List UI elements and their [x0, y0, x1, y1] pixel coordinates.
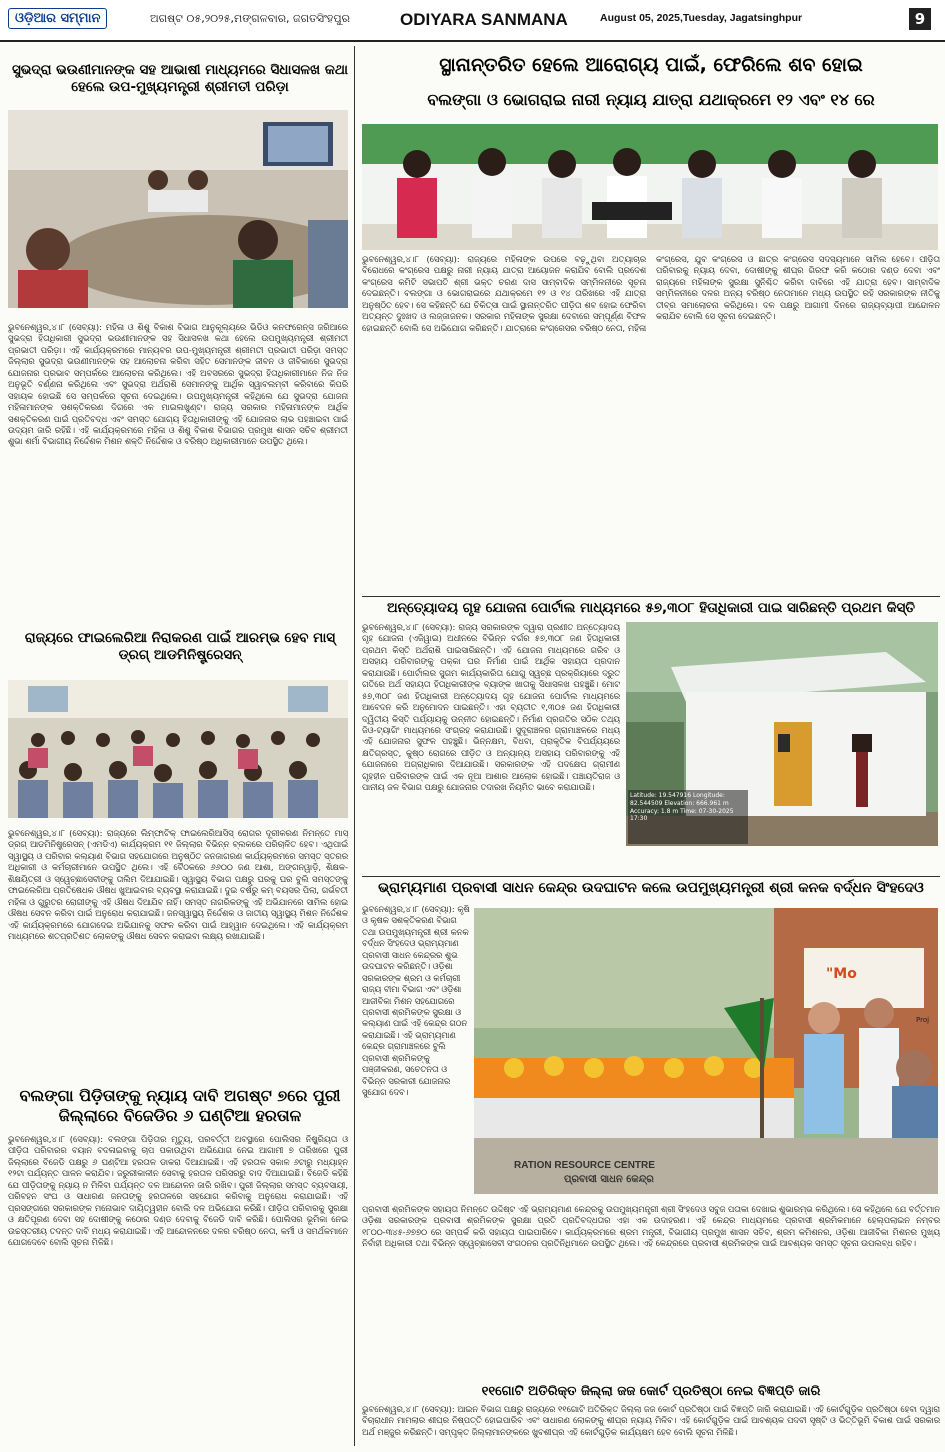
column-divider: [354, 46, 355, 1446]
subheadline-nari-nyay: ବଲଙ୍ଗା ଓ ଭୋଗରାଇ ନାରୀ ନ୍ୟାୟ ଯାତ୍ରା ଯଥାକ୍ରମେ ୧୨ ଏବଂ ୧୪ ରେ: [427, 90, 875, 109]
photo-house: [626, 622, 938, 846]
section-rule: [362, 596, 940, 597]
body-filaria: ଭୁବନେଶ୍ୱର,୪।୮ (ସେବ୍ୟା): ରାଜ୍ୟରେ ଲିମ୍ଫାଟିକ୍ ଫାଇଲେରିଆସିସ୍ ରୋଗର ଦୂରୀକରଣ ନିମନ୍ତେ ମାସ୍ ଡ୍ରଗ୍ ଆଡମିନିଷ୍ଟ୍ରେସନ୍ (ଏମଡିଏ) କାର୍ଯ୍ୟକ୍ରମ ୧୧ ଜିଲ୍ଲାର ବିଭିନ୍ନ ବ୍ଲକରେ ପରିଚାଳିତ ହେବ। ଏଥିପାଇଁ ସ୍ୱାସ୍ଥ୍ୟ ଓ ପରିବାର କଲ୍ୟାଣ ବିଭାଗ ସହଯୋଗରେ ଅନୁଷ୍ଠିତ ଜନଜାଗରଣ କାର୍ଯ୍ୟକ୍ରମରେ ସମସ୍ତ ସ୍ତରର ଅଧିକାରୀ ଓ କର୍ମଚାରୀମାନେ ଉପସ୍ଥିତ ଥିଲେ। ଏହି ବୈଠକରେ ୬୬୦୦ ଜଣ ଆଶା, ଅଙ୍ଗନୱାଡ଼ି, ଶିକ୍ଷକ-ଶିକ୍ଷୟିତ୍ରୀ ଓ ସ୍ୱେଚ୍ଛାସେବୀଙ୍କୁ ତାଲିମ ଦିଆଯାଇଛି। ସ୍ୱାସ୍ଥ୍ୟ ବିଭାଗ ପକ୍ଷରୁ ଘରକୁ ଘର ବୁଲି ସମସ୍ତଙ୍କୁ ଫାଇଲେରିଆ ପ୍ରତିଷେଧକ ଔଷଧ ଖୁଆଇବାର ବ୍ୟବସ୍ଥା କରାଯାଇଛି। ଦୁଇ ବର୍ଷରୁ କମ୍ ବୟସର ପିଲା, ଗର୍ଭବତୀ ମହିଳା ଓ ଗୁରୁତର ରୋଗୀଙ୍କୁ ଏହି ଔଷଧ ଦିଆଯିବ ନାହିଁ। ସମସ୍ତ ନାଗରିକଙ୍କୁ ଏହି ଅଭିଯାନରେ ସାମିଲ ହୋଇ ଔଷଧ ସେବନ କରିବା ପାଇଁ ଅନୁରୋଧ କରାଯାଇଛି। ଜନସ୍ୱାସ୍ଥ୍ୟ ନିର୍ଦ୍ଦେଶକ ଓ ଜାତୀୟ ସ୍ୱାସ୍ଥ୍ୟ ମିଶନ ନିର୍ଦ୍ଦେଶକ ଏହି କାର୍ଯ୍ୟକ୍ରମରେ ଯୋଗଦେଇ ଅଭିଯାନକୁ ସଫଳ କରିବା ପାଇଁ ଆହ୍ୱାନ ଦେଇଥିଲେ। ଏହି କାର୍ଯ୍ୟକ୍ରମ ମାଧ୍ୟମରେ ଶତପ୍ରତିଶତ ଲୋକଙ୍କୁ ଔଷଧ ସେବନ କରାଇବା ଲକ୍ଷ୍ୟ ରଖାଯାଇଛି।: [8, 828, 348, 941]
headline-filaria: ରାଜ୍ୟରେ ଫାଇଲେରିଆ ନିରାକରଣ ପାଇଁ ଆରମ୍ଭ ହେବ ମାସ୍ ଡ୍ରଗ୍ ଆଡମିନିଷ୍ଟ୍ରେସନ୍: [24, 630, 336, 663]
photo-banner-text: "Mo: [826, 966, 857, 982]
photo-classroom: [8, 680, 348, 818]
headline-antyodaya: ଅନ୍ତ୍ୟୋଦୟ ଗୃହ ଯୋଜନା ପୋର୍ଟାଲ ମାଧ୍ୟମରେ ୫୭,୩୦୮ ହିତାଧିକାରୀ ପାଇ ସାରିଛନ୍ତି ପ୍ରଥମ କିସ୍ତି: [387, 600, 915, 616]
headline-balanga: ବଲଙ୍ଗା ପିଡ଼ିତାଙ୍କୁ ନ୍ୟାୟ ଦାବି ଅଗଷ୍ଟ ୭ରେ ପୁରୀ ଜିଲ୍ଲାରେ ବିଜେଡିର ୬ ଘଣ୍ଟିଆ ହରତାଳ: [19, 1086, 341, 1125]
body-subhadra: ଭୁବନେଶ୍ୱର,୪।୮ (ସେବ୍ୟା): ମହିଳା ଓ ଶିଶୁ ବିକାଶ ବିଭାଗ ଆନୁକୂଲ୍ୟରେ ଭିଡିଓ କନଫରେନ୍ସ ଜରିଆରେ ସୁଭଦ୍ରା ହିତାଧିକାରୀ ସୁଭଦ୍ରା ଭଉଣୀମାନଙ୍କ ସହ ସିଧାସଳଖ କଥା ହେଲେ ଉପମୁଖ୍ୟମନ୍ତ୍ରୀ ଶ୍ରୀମତୀ ପ୍ରଭାତୀ ପରିଡ଼ା। ଏହି କାର୍ଯ୍ୟକ୍ରମରେ ମାନ୍ୟବର ଉପ-ମୁଖ୍ୟମନ୍ତ୍ରୀ ଶ୍ରୀମତୀ ପ୍ରଭାତୀ ପରିଡ଼ା ସମସ୍ତ ଜିଲ୍ଲାର ସୁଭଦ୍ରା ଭଉଣୀମାନଙ୍କ ସହ ଆଲୋଚନା କରିବା ସହିତ ସେମାନଙ୍କ ଜୀବନ ଓ ଜୀବିକାରେ ସୁଭଦ୍ରା ଯୋଜନାର ପ୍ରଭାବ ସମ୍ପର୍କରେ ଆଲୋଚନା କରିଥିଲେ। ଏହି ଅବସରରେ ସୁଭଦ୍ରା ହିତାଧିକାରୀମାନେ ନିଜ ନିଜ ଅନୁଭୂତି ବର୍ଣ୍ଣନା କରିଥିଲେ ଏବଂ ସୁଭଦ୍ରା ଅର୍ଥରାଶି ସେମାନଙ୍କୁ ଆର୍ଥିକ ସ୍ୱାବଲମ୍ବୀ କରିବାରେ କିପରି ସହାୟକ ହୋଇଛି ସେ ସମ୍ପର୍କରେ ସୂଚନା ଦେଇଥିଲେ। ଉପମୁଖ୍ୟମନ୍ତ୍ରୀ କହିଥିଲେ ଯେ ସୁଭଦ୍ରା ଯୋଜନା ମହିଳାମାନଙ୍କ ସଶକ୍ତିକରଣ ଦିଗରେ ଏକ ମାଇଲଖୁଣ୍ଟ। ରାଜ୍ୟ ସରକାର ମହିଳାମାନଙ୍କ ଆର୍ଥିକ ସଶକ୍ତିକରଣ ପାଇଁ ପ୍ରତିବଦ୍ଧ ଏବଂ ସମସ୍ତ ଯୋଗ୍ୟ ହିତାଧିକାରୀଙ୍କୁ ଏହି ଯୋଜନାର ଲାଭ ପହଞ୍ଚାଇବା ପାଇଁ ଉଦ୍ୟମ ଜାରି ରହିଛି। ଏହି କାର୍ଯ୍ୟକ୍ରମରେ ମହିଳା ଓ ଶିଶୁ ବିକାଶ ବିଭାଗର ପ୍ରମୁଖ ଶାସନ ସଚିବ ଶ୍ରୀମତୀ ଶୁଭା ଶର୍ମା ବିଭାଗୀୟ ନିର୍ଦ୍ଦେଶକ ମିଶନ ଶକ୍ତି ନିର୍ଦ୍ଦେଶକ ଓ ବରିଷ୍ଠ ଅଧିକାରୀମାନେ ଉପସ୍ଥିତ ଥିଲେ।: [8, 322, 348, 447]
body-shift: ଭୁବନେଶ୍ୱର,୪।୮ (ସେବ୍ୟା): ରାଜ୍ୟରେ ମହିଳାଙ୍କ ଉପରେ ବଢ଼ୁଥିବା ଅତ୍ୟାଚାର ବିରୋଧରେ କଂଗ୍ରେସ ପକ୍ଷରୁ ନାରୀ ନ୍ୟାୟ ଯାତ୍ରା ଆୟୋଜନ କରାଯିବ ବୋଲି ପ୍ରଦେଶ କଂଗ୍ରେସ କମିଟି ସଭାପତି ଶ୍ରୀ ଭକ୍ତ ଚରଣ ଦାସ ସାମ୍ବାଦିକ ସମ୍ମିଳନୀରେ ସୂଚନା ଦେଇଛନ୍ତି। ବଲଙ୍ଗା ଓ ଭୋଗରାଇରେ ଯଥାକ୍ରମେ ୧୨ ଓ ୧୪ ତାରିଖରେ ଏହି ଯାତ୍ରା ଅନୁଷ୍ଠିତ ହେବ। ସେ କହିଛନ୍ତି ଯେ ଚିକିତ୍ସା ପାଇଁ ସ୍ଥାନାନ୍ତରିତ ପୀଡ଼ିତା ଶବ ହୋଇ ଫେରିବା ଅତ୍ୟନ୍ତ ଦୁଃଖଦ ଓ ଲଜ୍ଜାଜନକ। ସରକାର ମହିଳାଙ୍କ ସୁରକ୍ଷା ଦେବାରେ ସମ୍ପୂର୍ଣ୍ଣ ବିଫଳ ହୋଇଛନ୍ତି ବୋଲି ସେ ଅଭିଯୋଗ କରିଛନ୍ତି। ଯାତ୍ରାରେ କଂଗ୍ରେସର ବରିଷ୍ଠ ନେତା, ମହିଳା କଂଗ୍ରେସ, ଯୁବ କଂଗ୍ରେସ ଓ ଛାତ୍ର କଂଗ୍ରେସ ସଦସ୍ୟମାନେ ସାମିଲ ହେବେ। ପୀଡ଼ିତା ପରିବାରକୁ ନ୍ୟାୟ ଦେବା, ଦୋଷୀଙ୍କୁ ଶୀଘ୍ର ଗିରଫ କରି କଠୋର ଦଣ୍ଡ ଦେବା ଏବଂ ରାଜ୍ୟରେ ମହିଳାଙ୍କ ସୁରକ୍ଷା ସୁନିଶ୍ଚିତ କରିବା ଦାବିରେ ଏହି ଯାତ୍ରା ହେବ। ସାମ୍ବାଦିକ ସମ୍ମିଳନୀରେ ଦଳର ଅନ୍ୟ ବରିଷ୍ଠ ନେତାମାନେ ମଧ୍ୟ ଉପସ୍ଥିତ ରହି ସରକାରଙ୍କ ନୀତିକୁ ତୀବ୍ର ସମାଲୋଚନା କରିଥିଲେ। ଦଳ ପକ୍ଷରୁ ଆଗାମୀ ଦିନରେ ରାଜ୍ୟବ୍ୟାପୀ ଆନ୍ଦୋଳନ କରାଯିବ ବୋଲି ସେ ସୂଚନା ଦେଇଛନ୍ତି।: [362, 254, 940, 333]
photo-van-text-english: RATION RESOURCE CENTRE: [514, 1160, 655, 1171]
page-number: 9: [909, 8, 931, 30]
masthead-logo: ଓଡ଼ିଆର ସମ୍ମାନ: [8, 8, 107, 29]
masthead: [0, 0, 945, 42]
masthead-date-odia: ଅଗଷ୍ଟ ୦୫,୨୦୨୫,ମଙ୍ଗଳବାର, ଜଗତସିଂହପୁର: [150, 12, 350, 25]
photo-press-conference: [362, 124, 938, 250]
headline-migrant-centre: ଭ୍ରାମ୍ୟମାଣ ପ୍ରବାସୀ ସାଧନ କେନ୍ଦ୍ର ଉଦଘାଟନ କଲେ ଉପମୁଖ୍ୟମନ୍ତ୍ରୀ ଶ୍ରୀ କନକ ବର୍ଦ୍ଧନ ସିଂହଦେଓ: [378, 880, 924, 896]
photo-geotag-overlay: Latitude: 19.547916 Longitude: 82.544509 Elevation: 666.961 m Accuracy: 1.8 m Time: 07-30-2025 17:30: [630, 792, 734, 823]
photo-flag-off: [474, 908, 938, 1194]
photo-van-text-odia: ପ୍ରବାସୀ ସାଧନ କେନ୍ଦ୍ର: [564, 1174, 654, 1185]
body-antyodaya: ଭୁବନେଶ୍ୱର,୪।୮ (ସେବ୍ୟା): ରାଜ୍ୟ ସରକାରଙ୍କ ଦ୍ୱାରା ପ୍ରଣୀତ ଅନ୍ତ୍ୟୋଦୟ ଗୃହ ଯୋଜନା (ଏଜିୱାଇ) ଅଧୀନରେ ବିଭିନ୍ନ ବର୍ଗର ୫୭,୩୦୮ ଜଣ ହିତାଧିକାରୀ ପ୍ରଥମ କିସ୍ତି ଅର୍ଥରାଶି ପାଇସାରିଛନ୍ତି। ଏହି ଯୋଜନା ମାଧ୍ୟମରେ ଗରିବ ଓ ଅସହାୟ ପରିବାରଙ୍କୁ ପକ୍କା ଘର ନିର୍ମାଣ ପାଇଁ ଆର୍ଥିକ ସହାୟତା ପ୍ରଦାନ କରାଯାଉଛି। ପୋର୍ଟାଲର ସୁଗମ କାର୍ଯ୍ୟକାରିତା ଯୋଗୁ ସ୍ୱଚ୍ଛ ପ୍ରକ୍ରିୟାରେ ଦ୍ରୁତ ଗତିରେ ଅର୍ଥ ସହାୟତା ହିତାଧିକାରୀଙ୍କ ବ୍ୟାଙ୍କ ଖାତାକୁ ସିଧାସଳଖ ପହଞ୍ଚୁଛି। ମୋଟ ୫୭,୩୦୮ ଜଣ ହିତାଧିକାରୀ ଅନ୍ତ୍ୟୋଦୟ ଗୃହ ଯୋଜନା ପୋର୍ଟାଲ ମାଧ୍ୟମରେ ଆବେଦନ କରି ଅନୁମୋଦନ ପାଇଛନ୍ତି। ଏହା ବ୍ୟତୀତ ୧,୩୦୫ ଜଣ ହିତାଧିକାରୀ ଦ୍ୱିତୀୟ କିସ୍ତି ପର୍ଯ୍ୟାୟକୁ ଉନ୍ନୀତ ହୋଇଛନ୍ତି। ନିର୍ମାଣ ପ୍ରଗତିର ସଠିକ ତଥ୍ୟ ଜିଓ-ଟ୍ୟାଗିଂ ମାଧ୍ୟମରେ ସଂଗ୍ରହ କରାଯାଉଛି। ସୁଦୂରାଞ୍ଚଳର ଗ୍ରାମାଞ୍ଚଳରେ ମଧ୍ୟ ଏହି ଯୋଜନାର ସୁଫଳ ପହଞ୍ଚୁଛି। ଭିନ୍ନକ୍ଷମ, ବିଧବା, ପ୍ରାକୃତିକ ବିପର୍ଯ୍ୟୟରେ କ୍ଷତିଗ୍ରସ୍ତ, କୁଷ୍ଠ ରୋଗରେ ପୀଡ଼ିତ ଓ ଅନ୍ୟାନ୍ୟ ଅସହାୟ ପରିବାରଙ୍କୁ ଏହି ଯୋଜନାରେ ଅଗ୍ରାଧିକାର ଦିଆଯାଉଛି। ସରକାରଙ୍କ ଏହି ପଦକ୍ଷେପ ଗ୍ରାମୀଣ ଗୃହହୀନ ପରିବାରଙ୍କ ପାଇଁ ଏକ ନୂଆ ଆଶାର ଆଲୋକ ହୋଇଛି। ପଞ୍ଚାୟତିରାଜ ଓ ପାନୀୟ ଜଳ ବିଭାଗ ପକ୍ଷରୁ ଯୋଜନାର ତଦାରଖ ନିୟମିତ ଭାବେ କରାଯାଉଛି।: [362, 622, 620, 793]
headline-subhadra: ସୁଭଦ୍ରା ଭଉଣୀମାନଙ୍କ ସହ ଆଭାଷୀ ମାଧ୍ୟମରେ ସିଧାସଳଖ କଥା ହେଲେ ଉପ-ମୁଖ୍ୟମନ୍ତ୍ରୀ ଶ୍ରୀମତୀ ପରିଡ଼ା: [11, 62, 348, 95]
photo-video-conference: [8, 110, 348, 308]
body-courts: ଭୁବନେଶ୍ୱର,୪।୮ (ସେବ୍ୟା): ଆଇନ ବିଭାଗ ପକ୍ଷରୁ ରାଜ୍ୟରେ ୧୧ଗୋଟି ଅତିରିକ୍ତ ଜିଲ୍ଲା ଜଜ କୋର୍ଟ ପ୍ରତିଷ୍ଠା ପାଇଁ ବିଜ୍ଞପ୍ତି ଜାରି କରାଯାଇଛି। ଏହି କୋର୍ଟଗୁଡ଼ିକ ପ୍ରତିଷ୍ଠା ହେବା ଦ୍ୱାରା ବିଚାରାଧୀନ ମାମଲାର ଶୀଘ୍ର ନିଷ୍ପତ୍ତି ହୋଇପାରିବ ଏବଂ ସାଧାରଣ ଲୋକଙ୍କୁ ଶୀଘ୍ର ନ୍ୟାୟ ମିଳିବ। ଏହି କୋର୍ଟଗୁଡ଼ିକ ପାଇଁ ଆବଶ୍ୟକ ପଦବୀ ସୃଷ୍ଟି ଓ ଭିତ୍ତିଭୂମି ବିକାଶ ପାଇଁ ସରକାର ଅର୍ଥ ମଞ୍ଜୁର କରିଛନ୍ତି। ସମ୍ପୃକ୍ତ ଜିଲ୍ଲାମାନଙ୍କରେ ଖୁବଶୀଘ୍ର ଏହି କୋର୍ଟଗୁଡ଼ିକ କାର୍ଯ୍ୟକ୍ଷମ ହେବ ବୋଲି ସୂଚନା ମିଳିଛି।: [362, 1404, 940, 1437]
body-balanga: ଭୁବନେଶ୍ୱର,୪।୮ (ସେବ୍ୟା): ବଲଙ୍ଗା ପିଡ଼ିତାର ମୃତ୍ୟୁ, ପରବର୍ତ୍ତୀ ଅବସ୍ଥାରେ ପୋଲିସର ନିଷ୍କ୍ରିୟତା ଓ ପୀଡ଼ିତା ପରିବାରର ବୟାନ ବଦଳାଇବାକୁ ଚାପ ପକାଉଥିବା ଅଭିଯୋଗ ନେଇ ଆଗାମୀ ୭ ତାରିଖରେ ପୁରୀ ଜିଲ୍ଲାରେ ବିଜେଡି ପକ୍ଷରୁ ୬ ଘଣ୍ଟିଆ ହରତାଳ ଡାକରା ଦିଆଯାଇଛି। ଏହି ହରତାଳ ସକାଳ ୬ଟାରୁ ମଧ୍ୟାହ୍ନ ୧୨ଟା ପର୍ଯ୍ୟନ୍ତ ପାଳନ କରାଯିବ। ଜରୁରୀକାଳୀନ ସେବାକୁ ହରତାଳ ପରିସରରୁ ବାଦ ଦିଆଯାଇଛି। ବିଜେଡି କହିଛି ଯେ ପୀଡ଼ିତାଙ୍କୁ ନ୍ୟାୟ ନ ମିଳିବା ପର୍ଯ୍ୟନ୍ତ ଦଳ ଆନ୍ଦୋଳନ ଜାରି ରଖିବ। ପୁରୀ ଜିଲ୍ଲାର ସମସ୍ତ ବ୍ୟବସାୟୀ, ପରିବହନ ସଂଘ ଓ ସାଧାରଣ ଜନତାଙ୍କୁ ହରତାଳରେ ସହଯୋଗ କରିବାକୁ ଅନୁରୋଧ କରାଯାଇଛି। ଏହି ପ୍ରସଙ୍ଗରେ ସରକାରଙ୍କ ମନୋଭାବ ଦାୟିତ୍ୱହୀନ ବୋଲି ଦଳ ଅଭିଯୋଗ କରିଛି। ପୀଡ଼ିତା ପରିବାରକୁ ସୁରକ୍ଷା ଓ କ୍ଷତିପୂରଣ ଦେବା ସହ ଦୋଷୀଙ୍କୁ କଠୋର ଦଣ୍ଡ ଦେବାକୁ ବିଜେଡି ଦାବି କରିଛି। ପୋଲିସର ଭୂମିକା ନେଇ ଉଚ୍ଚସ୍ତରୀୟ ତଦନ୍ତ ଦାବି ମଧ୍ୟ କରାଯାଇଛି। ଏହି ଆନ୍ଦୋଳନରେ ଦଳର ବରିଷ୍ଠ ନେତା, କର୍ମୀ ଓ ସମର୍ଥକମାନେ ଯୋଗଦେବେ ବୋଲି ସୂଚନା ମିଳିଛି।: [8, 1134, 348, 1247]
body-migrant-bottom: ପ୍ରବାସୀ ଶ୍ରମିକଙ୍କ ସହାୟତା ନିମନ୍ତେ ଉଦ୍ଦିଷ୍ଟ ଏହି ଭ୍ରାମ୍ୟମାଣ କେନ୍ଦ୍ରକୁ ଉପମୁଖ୍ୟମନ୍ତ୍ରୀ ଶ୍ରୀ ସିଂହଦେଓ ସବୁଜ ପତାକା ଦେଖାଇ ଶୁଭାରମ୍ଭ କରିଥିଲେ। ସେ କହିଥିଲେ ଯେ ବର୍ତ୍ତମାନ ଓଡ଼ିଶା ସରକାରଙ୍କ ପ୍ରବାସୀ ଶ୍ରମିକଙ୍କ ସୁରକ୍ଷା ପ୍ରତି ପ୍ରତିବଦ୍ଧତାର ଏହା ଏକ ଉଦାହରଣ। ଏହି କେନ୍ଦ୍ର ମାଧ୍ୟମରେ ପ୍ରବାସୀ ଶ୍ରମିକମାନେ ହେଲ୍ପଲାଇନ ନମ୍ବର ୧୮୦୦-୩୪୫-୬୭୭୦ ରେ ସମ୍ପର୍କ କରି ସହାୟତା ପାଇପାରିବେ। କାର୍ଯ୍ୟକ୍ରମରେ ଶ୍ରମ ମନ୍ତ୍ରୀ, ବିଭାଗୀୟ ପ୍ରମୁଖ ଶାସନ ସଚିବ, ଶ୍ରମ କମିଶନର, ଓଡ଼ିଶା ଆଜୀବିକା ମିଶନର ମୁଖ୍ୟ ନିର୍ବାହୀ ଅଧିକାରୀ ତଥା ବିଭିନ୍ନ ସ୍ୱେଚ୍ଛାସେବୀ ସଂଗଠନର ପ୍ରତିନିଧିମାନେ ଉପସ୍ଥିତ ଥିଲେ। ଏହି କେନ୍ଦ୍ରରେ ପ୍ରବାସୀ ଶ୍ରମିକଙ୍କ ପାଇଁ ଆବଶ୍ୟକ ସମସ୍ତ ସୂଚନା ଉପଲବ୍ଧ ରହିବ।: [362, 1204, 940, 1249]
headline-shift: ସ୍ଥାନାନ୍ତରିତ ହେଲେ ଆରୋଗ୍ୟ ପାଇଁ, ଫେରିଲେ ଶବ ହୋଇ: [439, 54, 863, 76]
section-rule-2: [362, 876, 940, 877]
body-migrant-left: ଭୁବନେଶ୍ୱର,୪।୮ (ସେବ୍ୟା): କୃଷି ଓ କୃଷକ ସଶକ୍ତିକରଣ ବିଭାଗ ତଥା ଉପମୁଖ୍ୟମନ୍ତ୍ରୀ ଶ୍ରୀ କନକ ବର୍ଦ୍ଧନ ସିଂହଦେଓ ଭ୍ରାମ୍ୟମାଣ ପ୍ରବାସୀ ସାଧନ କେନ୍ଦ୍ରର ଶୁଭ ଉଦଘାଟନ କରିଛନ୍ତି। ଓଡ଼ିଶା ସରକାରଙ୍କ ଶ୍ରମ ଓ କର୍ମଚାରୀ ରାଜ୍ୟ ବୀମା ବିଭାଗ ଏବଂ ଓଡ଼ିଶା ଆଜୀବିକା ମିଶନ ସହଯୋଗରେ ପ୍ରବାସୀ ଶ୍ରମିକଙ୍କ ସୁରକ୍ଷା ଓ କଲ୍ୟାଣ ପାଇଁ ଏହି କେନ୍ଦ୍ର ଗଠନ କରାଯାଇଛି। ଏହି ଭ୍ରାମ୍ୟମାଣ କେନ୍ଦ୍ର ଗ୍ରାମାଞ୍ଚଳରେ ବୁଲି ପ୍ରବାସୀ ଶ୍ରମିକଙ୍କୁ ପଞ୍ଜୀକରଣ, ସଚେତନତା ଓ ବିଭିନ୍ନ ସରକାରୀ ଯୋଜନାର ସୁଯୋଗ ଦେବ।: [362, 904, 470, 1097]
masthead-date-english: August 05, 2025,Tuesday, Jagatsinghpur: [600, 12, 803, 24]
photo-proj-text: Proj: [916, 1016, 930, 1024]
masthead-title: ODIYARA SANMANA: [400, 10, 568, 29]
headline-courts: ୧୧ଗୋଟି ଅତିରିକ୍ତ ଜିଲ୍ଲା ଜଜ କୋର୍ଟ ପ୍ରତିଷ୍ଠା ନେଇ ବିଜ୍ଞପ୍ତି ଜାରି: [481, 1384, 821, 1399]
